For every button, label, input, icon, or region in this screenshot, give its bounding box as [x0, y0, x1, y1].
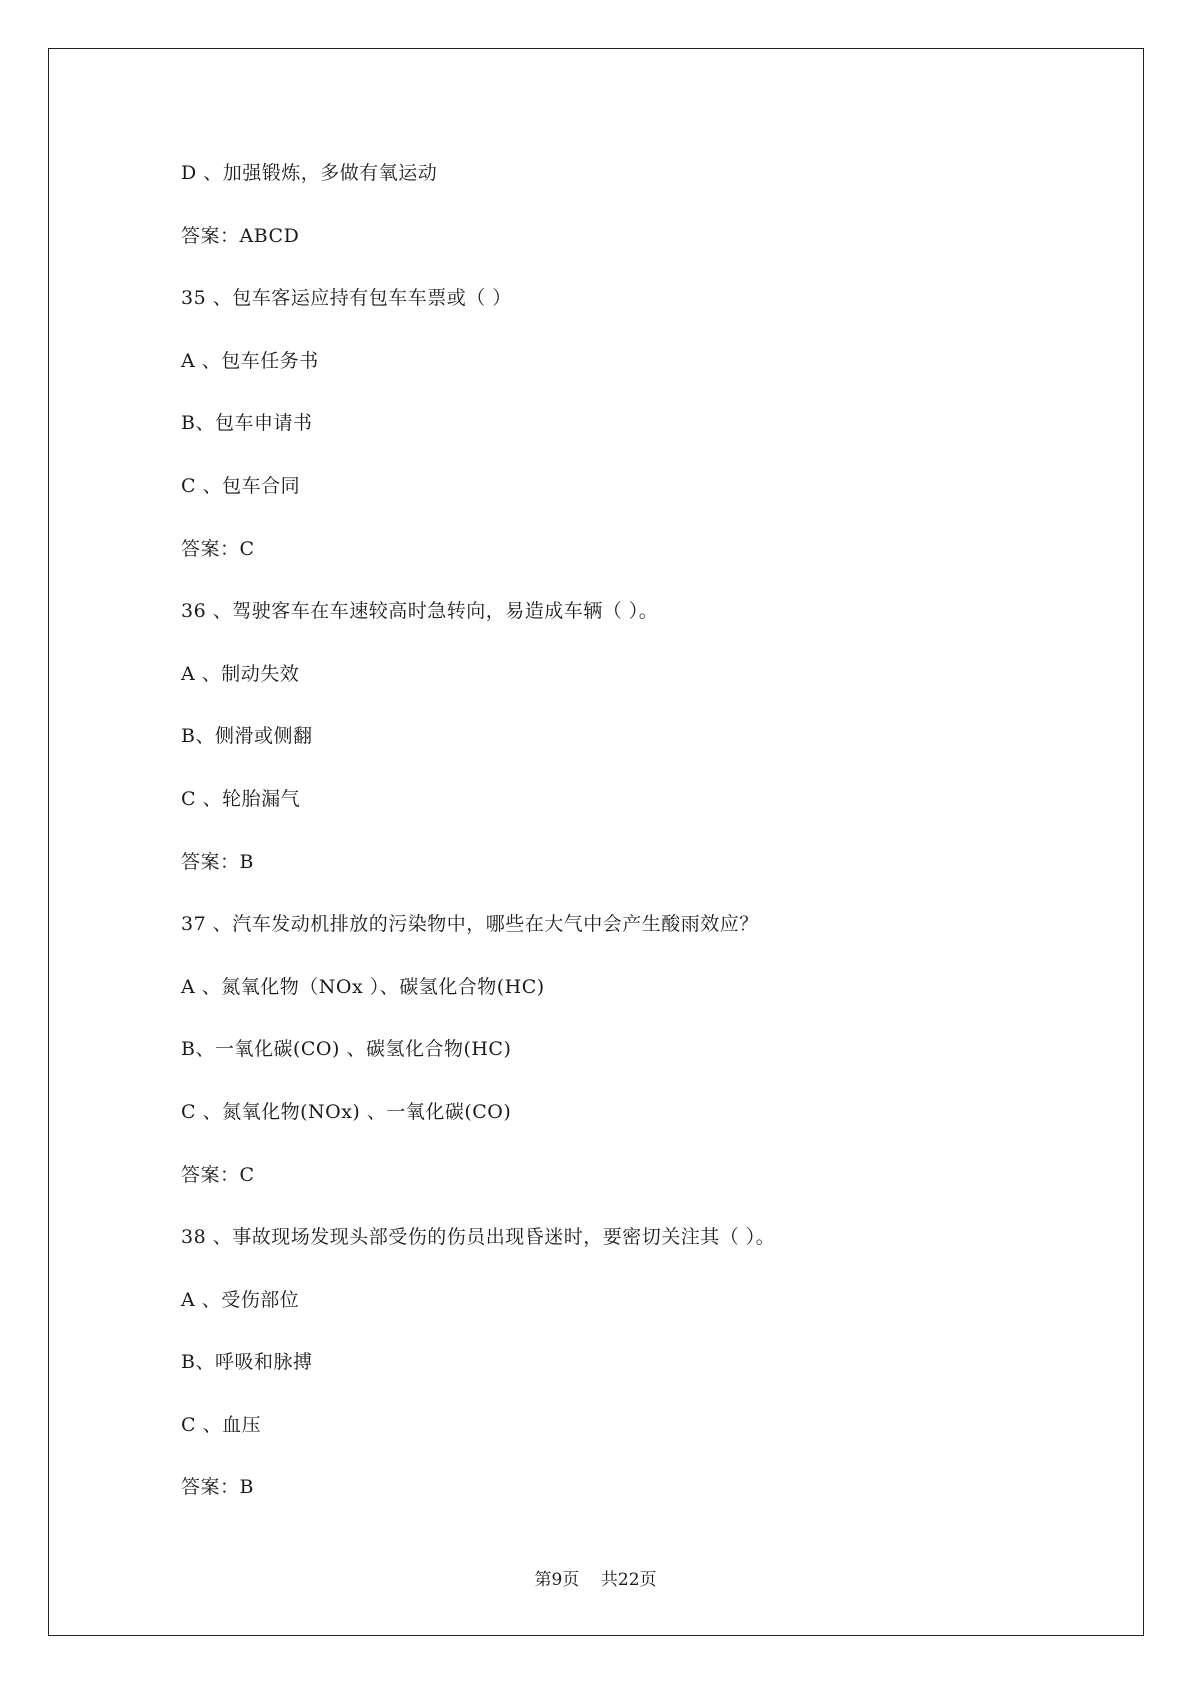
answer-text: 答案：B: [181, 850, 254, 873]
option-text: A 、包车任务书: [181, 349, 319, 372]
question-text: 36 、驾驶客车在车速较高时急转向，易造成车辆（ ）。: [181, 600, 659, 623]
option-text: B、侧滑或侧翻: [181, 725, 313, 748]
option-text: C 、血压: [181, 1413, 262, 1436]
option-text: C 、氮氧化物(NOx) 、一氧化碳(CO): [181, 1100, 512, 1123]
option-text: C 、包车合同: [181, 474, 301, 497]
option-text: A 、受伤部位: [181, 1288, 300, 1311]
question-text: 37 、汽车发动机排放的污染物中，哪些在大气中会产生酸雨效应？: [181, 913, 759, 936]
option-text: C 、轮胎漏气: [181, 787, 301, 810]
option-text: A 、氮氧化物（NOx ）、碳氢化合物(HC): [181, 975, 545, 998]
answer-text: 答案：ABCD: [181, 224, 300, 247]
option-text: B、一氧化碳(CO) 、碳氢化合物(HC): [181, 1038, 512, 1061]
option-text: A 、制动失效: [181, 662, 300, 685]
page-content: [181, 158, 1081, 1535]
option-text: B、呼吸和脉搏: [181, 1351, 313, 1374]
answer-text: 答案：C: [181, 1163, 255, 1186]
option-text: B、包车申请书: [181, 412, 313, 435]
answer-text: 答案：C: [181, 537, 255, 560]
option-text: D 、加强锻炼，多做有氧运动: [181, 162, 438, 184]
answer-text: 答案：B: [181, 1476, 254, 1499]
question-text: 35 、包车客运应持有包车车票或（ ）: [181, 287, 512, 310]
question-text: 38 、事故现场发现头部受伤的伤员出现昏迷时，要密切关注其（ ）。: [181, 1226, 776, 1249]
page-number-footer: 第9页 共22页: [534, 1570, 657, 1590]
